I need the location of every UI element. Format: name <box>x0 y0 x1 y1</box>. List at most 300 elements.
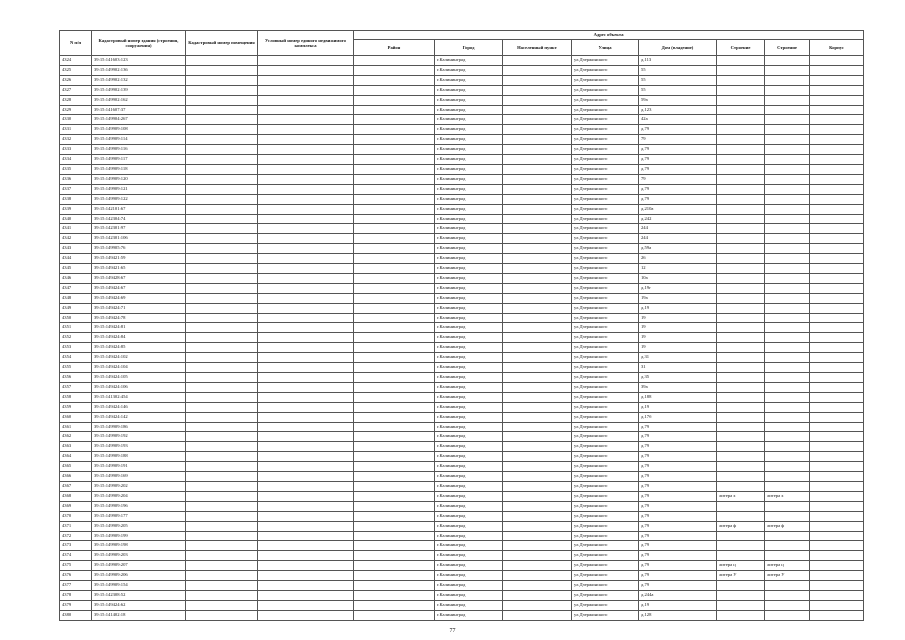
cell-n: 4377 <box>60 581 92 591</box>
cell-empty <box>186 491 258 501</box>
cell-str <box>765 164 810 174</box>
cell-empty <box>258 590 354 600</box>
cell-cad: 39:15:149909:204 <box>92 491 186 501</box>
cell-n: 4374 <box>60 551 92 561</box>
cell-empty <box>503 85 572 95</box>
cell-cad: 39:15:149909:202 <box>92 481 186 491</box>
table-row <box>60 610 864 620</box>
cell-empty <box>503 333 572 343</box>
cell-str <box>765 481 810 491</box>
cell-cad: 39:15:149424:78 <box>92 313 186 323</box>
cell-empty <box>186 412 258 422</box>
cell-street: ул.Дзержинского <box>572 581 639 591</box>
cell-empty <box>503 214 572 224</box>
cell-empty <box>810 95 864 105</box>
cell-empty <box>258 581 354 591</box>
cell-city: г.Калининград <box>435 521 503 531</box>
cell-street: ул.Дзержинского <box>572 333 639 343</box>
cell-str <box>765 224 810 234</box>
cell-n: 4328 <box>60 95 92 105</box>
cell-bld <box>717 95 765 105</box>
cell-empty <box>186 194 258 204</box>
cell-cad: 39:15:149909:198 <box>92 541 186 551</box>
cell-empty <box>258 511 354 521</box>
cell-str <box>765 125 810 135</box>
cell-empty <box>810 571 864 581</box>
cell-str <box>765 382 810 392</box>
cell-house: д.79 <box>639 155 717 165</box>
cell-cad: 39:15:149909:192 <box>92 432 186 442</box>
cell-empty <box>186 462 258 472</box>
cell-house: 55 <box>639 85 717 95</box>
cell-empty <box>810 581 864 591</box>
header-address-group: Адрес объекта <box>354 31 864 40</box>
table-row <box>60 402 864 412</box>
cell-bld <box>717 293 765 303</box>
cell-bld <box>717 353 765 363</box>
cell-street: ул.Дзержинского <box>572 85 639 95</box>
cell-street: ул.Дзержинского <box>572 244 639 254</box>
cell-empty <box>258 462 354 472</box>
cell-cad: 39:15:142308:52 <box>92 590 186 600</box>
cell-cad: 39:15:149909:203 <box>92 551 186 561</box>
cell-empty <box>810 75 864 85</box>
cell-cad: 39:15:149909:121 <box>92 184 186 194</box>
cell-empty <box>258 452 354 462</box>
cell-empty <box>354 75 435 85</box>
cell-empty <box>354 125 435 135</box>
cell-city: г.Калининград <box>435 264 503 274</box>
table-row <box>60 491 864 501</box>
cell-empty <box>258 432 354 442</box>
cell-bld <box>717 214 765 224</box>
cell-empty <box>503 224 572 234</box>
cell-cad: 39:15:142101:67 <box>92 204 186 214</box>
cell-bld <box>717 472 765 482</box>
cell-bld <box>717 264 765 274</box>
cell-empty <box>258 571 354 581</box>
cell-n: 4373 <box>60 541 92 551</box>
cell-empty <box>503 293 572 303</box>
cell-n: 4371 <box>60 521 92 531</box>
cell-cad: 39:15:149421:59 <box>92 254 186 264</box>
cell-empty <box>258 422 354 432</box>
table-row <box>60 452 864 462</box>
cell-empty <box>258 115 354 125</box>
cell-empty <box>810 204 864 214</box>
cell-empty <box>354 353 435 363</box>
cell-str <box>765 531 810 541</box>
cell-empty <box>503 571 572 581</box>
cell-house: 59а <box>639 95 717 105</box>
table-row <box>60 115 864 125</box>
cell-city: г.Калининград <box>435 581 503 591</box>
cell-empty <box>354 610 435 620</box>
cell-empty <box>810 264 864 274</box>
cell-cad: 39:15:149424:106 <box>92 382 186 392</box>
cell-cad: 39:15:149424:104 <box>92 363 186 373</box>
cell-empty <box>258 412 354 422</box>
cell-str <box>765 402 810 412</box>
table-row <box>60 75 864 85</box>
cell-empty <box>354 571 435 581</box>
cell-city: г.Калининград <box>435 412 503 422</box>
page-number: 77 <box>449 628 456 634</box>
cell-n: 4359 <box>60 402 92 412</box>
cell-n: 4344 <box>60 254 92 264</box>
cell-n: 4372 <box>60 531 92 541</box>
cell-cad: 39:15:149909:116 <box>92 145 186 155</box>
cell-street: ул.Дзержинского <box>572 551 639 561</box>
cell-empty <box>503 194 572 204</box>
cell-bld <box>717 65 765 75</box>
cell-house: д.59а <box>639 244 717 254</box>
cell-empty <box>186 145 258 155</box>
cell-bld: литера ф <box>717 521 765 531</box>
cell-empty <box>258 610 354 620</box>
cell-empty <box>258 402 354 412</box>
cell-empty <box>503 184 572 194</box>
cell-bld <box>717 273 765 283</box>
cell-empty <box>503 481 572 491</box>
cell-city: г.Калининград <box>435 353 503 363</box>
cell-house: 42а <box>639 115 717 125</box>
cell-empty <box>810 551 864 561</box>
cell-empty <box>258 303 354 313</box>
cell-empty <box>354 481 435 491</box>
cell-cad: 39:15:149909:177 <box>92 511 186 521</box>
table-row <box>60 531 864 541</box>
cell-empty <box>503 373 572 383</box>
table-row <box>60 145 864 155</box>
cell-str <box>765 581 810 591</box>
cell-n: 4353 <box>60 343 92 353</box>
cell-bld <box>717 412 765 422</box>
table-row <box>60 254 864 264</box>
cell-city: г.Калининград <box>435 214 503 224</box>
cell-empty <box>258 214 354 224</box>
cell-cad: 39:15:149909:191 <box>92 462 186 472</box>
cell-bld <box>717 164 765 174</box>
cell-empty <box>503 353 572 363</box>
header-cad-building: Кадастровый номер здания (строения, сооружения) <box>92 31 186 56</box>
cell-house: д.188 <box>639 392 717 402</box>
cell-empty <box>186 214 258 224</box>
cell-cad: 39:15:149424:102 <box>92 353 186 363</box>
cell-empty <box>186 184 258 194</box>
cell-street: ул.Дзержинского <box>572 95 639 105</box>
cell-house: д.79 <box>639 452 717 462</box>
table-row <box>60 422 864 432</box>
cell-empty <box>503 254 572 264</box>
cell-empty <box>186 610 258 620</box>
cell-empty <box>354 581 435 591</box>
cell-empty <box>354 234 435 244</box>
cell-cad: 39:15:149909:207 <box>92 561 186 571</box>
cell-empty <box>258 224 354 234</box>
cell-empty <box>258 174 354 184</box>
cell-n: 4329 <box>60 105 92 115</box>
cell-city: г.Калининград <box>435 56 503 66</box>
table-row <box>60 303 864 313</box>
cell-empty <box>810 481 864 491</box>
cell-street: ул.Дзержинского <box>572 135 639 145</box>
cell-n: 4368 <box>60 491 92 501</box>
cell-empty <box>810 125 864 135</box>
cell-empty <box>354 95 435 105</box>
cell-empty <box>354 264 435 274</box>
cell-empty <box>810 511 864 521</box>
table-row <box>60 333 864 343</box>
cell-empty <box>810 363 864 373</box>
cell-empty <box>810 333 864 343</box>
cell-city: г.Калининград <box>435 75 503 85</box>
cell-empty <box>258 353 354 363</box>
cell-empty <box>186 600 258 610</box>
cell-empty <box>354 600 435 610</box>
cell-street: ул.Дзержинского <box>572 56 639 66</box>
cell-house: д.79 <box>639 581 717 591</box>
cell-house: д.79 <box>639 561 717 571</box>
cell-n: 4325 <box>60 65 92 75</box>
cell-empty <box>354 184 435 194</box>
cell-bld <box>717 254 765 264</box>
cell-empty <box>810 254 864 264</box>
cell-str: литера ц <box>765 561 810 571</box>
cell-empty <box>503 244 572 254</box>
cell-house: 244 <box>639 224 717 234</box>
cell-n: 4332 <box>60 135 92 145</box>
cell-cad: 39:15:141607:37 <box>92 105 186 115</box>
header-num: N п/п <box>60 31 92 56</box>
table-row <box>60 184 864 194</box>
cell-empty <box>810 382 864 392</box>
cell-street: ул.Дзержинского <box>572 214 639 224</box>
cell-str <box>765 214 810 224</box>
cell-empty <box>258 501 354 511</box>
cell-street: ул.Дзержинского <box>572 481 639 491</box>
cell-bld <box>717 85 765 95</box>
cell-house: д.79 <box>639 125 717 135</box>
cell-n: 4330 <box>60 115 92 125</box>
cell-house: д.79 <box>639 491 717 501</box>
cell-empty <box>258 244 354 254</box>
cell-empty <box>503 313 572 323</box>
cell-n: 4326 <box>60 75 92 85</box>
cell-str <box>765 363 810 373</box>
cell-empty <box>354 402 435 412</box>
cell-empty <box>186 581 258 591</box>
cell-house: д.79 <box>639 432 717 442</box>
cell-empty <box>503 581 572 591</box>
cell-cad: 39:15:149909:169 <box>92 472 186 482</box>
cell-str <box>765 56 810 66</box>
cell-empty <box>354 452 435 462</box>
cell-street: ул.Дзержинского <box>572 174 639 184</box>
cell-city: г.Калининград <box>435 432 503 442</box>
cell-house: д.79 <box>639 551 717 561</box>
cell-n: 4341 <box>60 224 92 234</box>
cell-street: ул.Дзержинского <box>572 353 639 363</box>
cell-empty <box>810 244 864 254</box>
cell-cad: 39:15:149424:71 <box>92 303 186 313</box>
cell-empty <box>258 373 354 383</box>
cell-n: 4337 <box>60 184 92 194</box>
cell-empty <box>186 155 258 165</box>
table-row <box>60 164 864 174</box>
cell-n: 4369 <box>60 501 92 511</box>
cell-n: 4327 <box>60 85 92 95</box>
cell-empty <box>810 491 864 501</box>
cell-str <box>765 590 810 600</box>
table-row <box>60 590 864 600</box>
cell-city: г.Калининград <box>435 125 503 135</box>
cell-cad: 39:15:149424:84 <box>92 333 186 343</box>
cell-bld <box>717 234 765 244</box>
cell-cad: 39:15:141603:123 <box>92 56 186 66</box>
cell-n: 4354 <box>60 353 92 363</box>
header-settlement: Населенный пункт <box>503 40 572 56</box>
cell-city: г.Калининград <box>435 363 503 373</box>
cell-bld <box>717 174 765 184</box>
cell-empty <box>503 551 572 561</box>
header-cad-room: Кадастровый номер помещения <box>186 31 258 56</box>
cell-empty <box>186 392 258 402</box>
cell-empty <box>810 145 864 155</box>
cell-empty <box>354 214 435 224</box>
table-row <box>60 105 864 115</box>
cell-empty <box>186 590 258 600</box>
cell-empty <box>503 561 572 571</box>
cell-cad: 39:15:149424:62 <box>92 600 186 610</box>
cell-n: 4380 <box>60 610 92 620</box>
header-cond-num: Условный номер единого недвижимого комплекса <box>258 31 354 56</box>
cell-cad: 39:15:149902:136 <box>92 65 186 75</box>
cell-str <box>765 442 810 452</box>
header-structure: Строение <box>765 40 810 56</box>
cell-str <box>765 184 810 194</box>
cell-street: ул.Дзержинского <box>572 442 639 452</box>
cell-street: ул.Дзержинского <box>572 105 639 115</box>
cell-n: 4336 <box>60 174 92 184</box>
cell-house: 26 <box>639 254 717 264</box>
cell-empty <box>503 382 572 392</box>
cell-str <box>765 155 810 165</box>
cell-city: г.Калининград <box>435 155 503 165</box>
cell-empty <box>354 224 435 234</box>
cell-bld <box>717 501 765 511</box>
cell-empty <box>810 561 864 571</box>
cell-str <box>765 145 810 155</box>
cell-empty <box>810 472 864 482</box>
cell-house: 55 <box>639 75 717 85</box>
cell-house: д.79 <box>639 184 717 194</box>
cell-bld <box>717 56 765 66</box>
cell-empty <box>810 224 864 234</box>
cell-empty <box>186 224 258 234</box>
cell-street: ул.Дзержинского <box>572 234 639 244</box>
cell-empty <box>354 313 435 323</box>
cell-street: ул.Дзержинского <box>572 303 639 313</box>
cell-empty <box>354 85 435 95</box>
cell-bld: литера ц <box>717 561 765 571</box>
cell-street: ул.Дзержинского <box>572 115 639 125</box>
cell-n: 4350 <box>60 313 92 323</box>
cell-bld <box>717 155 765 165</box>
cell-empty <box>503 363 572 373</box>
cell-empty <box>810 135 864 145</box>
cell-city: г.Калининград <box>435 373 503 383</box>
cell-empty <box>503 541 572 551</box>
cell-empty <box>354 531 435 541</box>
cell-house: д.79 <box>639 145 717 155</box>
cell-empty <box>354 244 435 254</box>
cell-empty <box>258 442 354 452</box>
cell-empty <box>810 373 864 383</box>
cell-empty <box>503 343 572 353</box>
cell-empty <box>186 95 258 105</box>
cell-cad: 39:15:149909:193 <box>92 442 186 452</box>
cell-empty <box>503 392 572 402</box>
cell-empty <box>354 293 435 303</box>
cell-street: ул.Дзержинского <box>572 571 639 581</box>
cell-empty <box>258 155 354 165</box>
cell-house: 244 <box>639 234 717 244</box>
cell-empty <box>354 115 435 125</box>
cell-empty <box>503 56 572 66</box>
cell-cad: 39:15:149424:142 <box>92 412 186 422</box>
cell-cad: 39:15:149902:132 <box>92 75 186 85</box>
cell-str <box>765 541 810 551</box>
cell-empty <box>186 204 258 214</box>
cell-city: г.Калининград <box>435 313 503 323</box>
cell-empty <box>186 174 258 184</box>
cell-empty <box>810 273 864 283</box>
cell-empty <box>186 125 258 135</box>
cell-empty <box>810 392 864 402</box>
table-row <box>60 273 864 283</box>
cell-empty <box>258 194 354 204</box>
cell-house: 19 <box>639 313 717 323</box>
cell-street: ул.Дзержинского <box>572 293 639 303</box>
cell-bld <box>717 373 765 383</box>
cell-empty <box>810 541 864 551</box>
cell-empty <box>186 244 258 254</box>
cell-house: д.79 <box>639 442 717 452</box>
cell-empty <box>503 432 572 442</box>
cell-empty <box>503 273 572 283</box>
cell-city: г.Калининград <box>435 115 503 125</box>
cell-city: г.Калининград <box>435 481 503 491</box>
cell-empty <box>503 65 572 75</box>
cell-empty <box>503 115 572 125</box>
table-row <box>60 412 864 422</box>
cell-street: ул.Дзержинского <box>572 521 639 531</box>
cell-empty <box>503 264 572 274</box>
cell-empty <box>503 125 572 135</box>
cell-str <box>765 303 810 313</box>
cell-house: д.79 <box>639 501 717 511</box>
cell-house: д.79 <box>639 531 717 541</box>
cell-bld <box>717 590 765 600</box>
cell-str: литера х <box>765 491 810 501</box>
cell-empty <box>810 452 864 462</box>
cell-house: 10а <box>639 273 717 283</box>
cell-street: ул.Дзержинского <box>572 224 639 234</box>
cell-empty <box>503 234 572 244</box>
cell-cad: 39:15:149909:120 <box>92 174 186 184</box>
cell-empty <box>354 382 435 392</box>
